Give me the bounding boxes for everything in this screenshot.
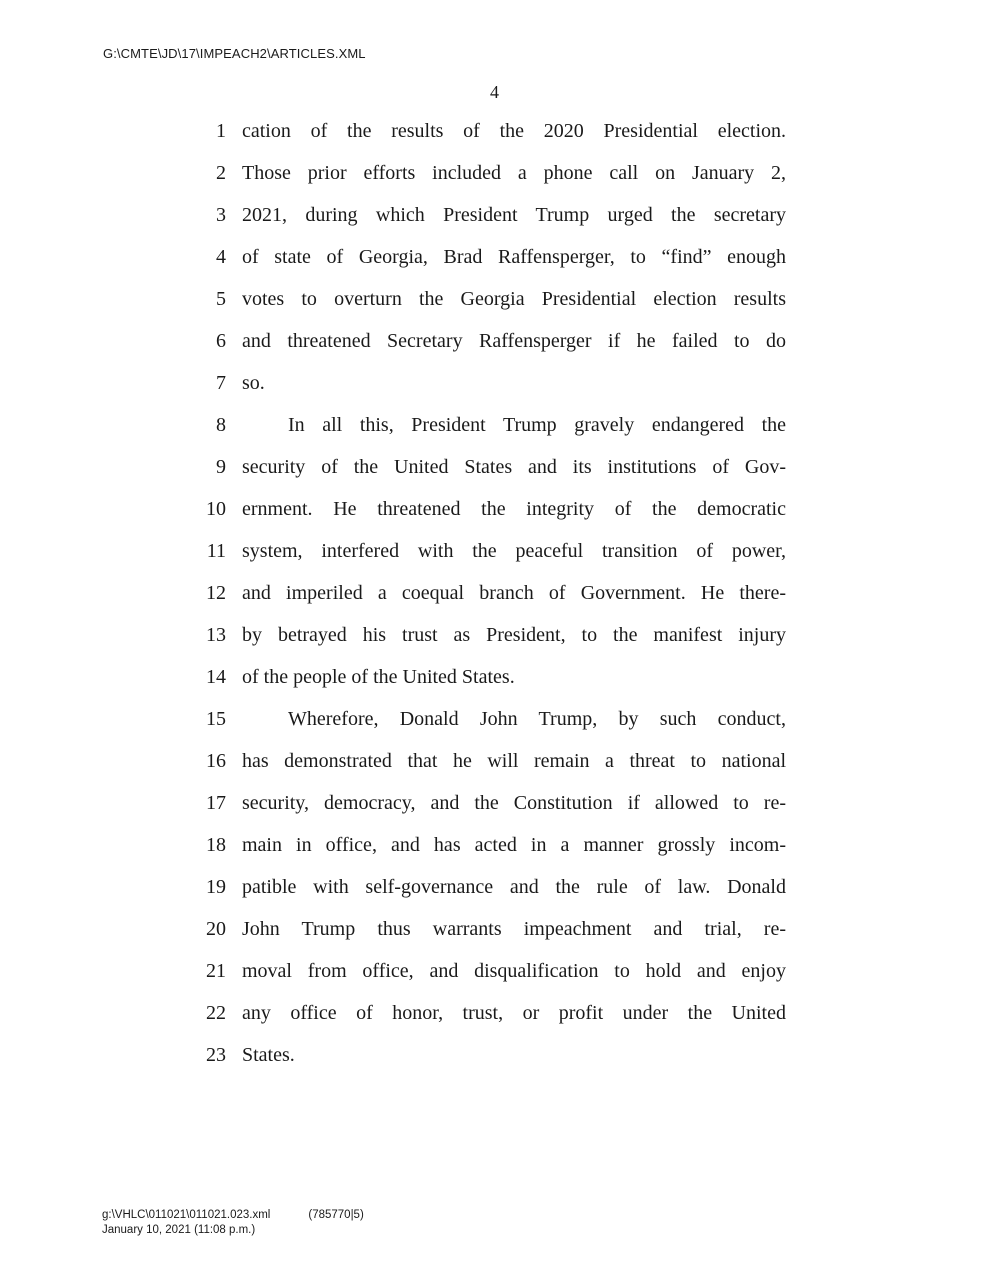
file-path: G:\CMTE\JD\17\IMPEACH2\ARTICLES.XML <box>103 46 366 61</box>
line-text: cation of the results of the 2020 Presidential election. <box>242 120 786 142</box>
line-number: 22 <box>206 1002 226 1024</box>
footer <box>102 1208 364 1238</box>
line-text: of state of Georgia, Brad Raffensperger, to “find” enough <box>242 246 786 268</box>
text-line <box>0 408 989 450</box>
line-text: John Trump thus warrants impeachment and trial, re- <box>242 918 786 940</box>
line-text: and imperiled a coequal branch of Government. He there- <box>242 582 786 604</box>
footer-date: January 10, 2021 (11:08 p.m.) <box>102 1224 256 1236</box>
footer-file-row <box>102 1208 364 1223</box>
text-line <box>0 702 989 744</box>
line-number: 18 <box>206 834 226 856</box>
line-number: 6 <box>216 330 226 352</box>
line-number: 10 <box>206 498 226 520</box>
text-line <box>0 576 989 618</box>
line-number: 17 <box>206 792 226 814</box>
text-line <box>0 534 989 576</box>
text-line <box>0 114 989 156</box>
line-text: States. <box>242 1044 295 1066</box>
line-number: 15 <box>206 708 226 730</box>
line-text: any office of honor, trust, or profit under the United <box>242 1002 786 1024</box>
page-number: 4 <box>490 82 499 102</box>
line-text: and threatened Secretary Raffensperger if he failed to do <box>242 330 786 352</box>
text-line <box>0 240 989 282</box>
text-line <box>0 912 989 954</box>
line-text: system, interfered with the peaceful transition of power, <box>242 540 786 562</box>
text-line <box>0 618 989 660</box>
text-line <box>0 870 989 912</box>
line-text: has demonstrated that he will remain a threat to national <box>242 750 786 772</box>
line-number: 8 <box>216 414 226 436</box>
line-number: 23 <box>206 1044 226 1066</box>
text-line <box>0 786 989 828</box>
line-number: 21 <box>206 960 226 982</box>
text-line <box>0 366 989 408</box>
line-number: 4 <box>216 246 226 268</box>
text-line <box>0 282 989 324</box>
line-text: patible with self-governance and the rule of law. Donald <box>242 876 786 898</box>
line-text: main in office, and has acted in a manner grossly incom- <box>242 834 786 856</box>
line-text: security of the United States and its institutions of Gov- <box>242 456 786 478</box>
line-text: of the people of the United States. <box>242 666 515 688</box>
line-number: 5 <box>216 288 226 310</box>
line-number: 11 <box>206 540 226 562</box>
line-text: Wherefore, Donald John Trump, by such conduct, <box>288 708 786 730</box>
text-line <box>0 954 989 996</box>
text-line <box>0 744 989 786</box>
line-number: 12 <box>206 582 226 604</box>
text-line <box>0 1038 989 1080</box>
line-number: 20 <box>206 918 226 940</box>
text-line <box>0 996 989 1038</box>
line-number: 3 <box>216 204 226 226</box>
line-text: 2021, during which President Trump urged the secretary <box>242 204 786 226</box>
line-number: 16 <box>206 750 226 772</box>
text-line <box>0 198 989 240</box>
line-text: votes to overturn the Georgia Presidential election results <box>242 288 786 310</box>
document-body <box>0 114 989 1080</box>
text-line <box>0 828 989 870</box>
line-number: 14 <box>206 666 226 688</box>
line-text: moval from office, and disqualification to hold and enjoy <box>242 960 786 982</box>
text-line <box>0 156 989 198</box>
line-text: security, democracy, and the Constitution if allowed to re- <box>242 792 786 814</box>
line-number: 13 <box>206 624 226 646</box>
text-line <box>0 450 989 492</box>
line-number: 9 <box>216 456 226 478</box>
line-number: 1 <box>216 120 226 142</box>
footer-file: g:\VHLC\011021\011021.023.xml <box>102 1209 271 1221</box>
line-number: 19 <box>206 876 226 898</box>
line-text: In all this, President Trump gravely endangered the <box>288 414 786 436</box>
line-number: 7 <box>216 372 226 394</box>
footer-code: (785770|5) <box>308 1209 364 1221</box>
line-number: 2 <box>216 162 226 184</box>
line-text: ernment. He threatened the integrity of the democratic <box>242 498 786 520</box>
text-line <box>0 324 989 366</box>
text-line <box>0 492 989 534</box>
line-text: so. <box>242 372 265 394</box>
text-line <box>0 660 989 702</box>
line-text: by betrayed his trust as President, to the manifest injury <box>242 624 786 646</box>
line-text: Those prior efforts included a phone call on January 2, <box>242 162 786 184</box>
